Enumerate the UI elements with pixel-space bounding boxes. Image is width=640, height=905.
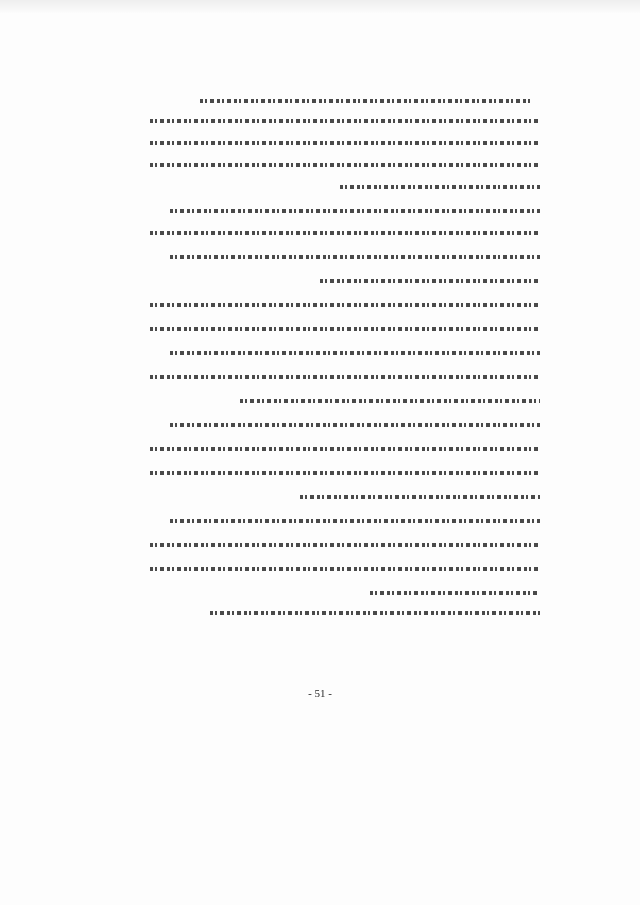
text-line bbox=[150, 184, 540, 191]
text-line bbox=[150, 494, 540, 501]
text-line bbox=[150, 326, 540, 333]
scan-edge bbox=[0, 0, 640, 14]
text-line bbox=[150, 118, 540, 125]
text-line bbox=[150, 140, 540, 147]
text-line bbox=[150, 302, 540, 309]
text-line bbox=[150, 208, 540, 215]
text-line bbox=[150, 590, 540, 597]
text-line bbox=[150, 278, 540, 285]
text-line bbox=[150, 98, 530, 105]
text-line bbox=[150, 350, 540, 357]
text-line bbox=[150, 446, 540, 453]
text-line bbox=[150, 470, 540, 477]
text-line bbox=[150, 566, 540, 573]
text-line bbox=[150, 254, 540, 261]
text-line bbox=[150, 162, 540, 169]
text-line bbox=[150, 422, 540, 429]
page-number: - 51 - bbox=[308, 688, 332, 700]
text-line bbox=[150, 398, 540, 405]
text-line bbox=[150, 542, 540, 549]
mongolian-text-block bbox=[150, 98, 540, 628]
text-line bbox=[150, 374, 540, 381]
text-line bbox=[150, 610, 540, 617]
text-line bbox=[150, 518, 540, 525]
text-line bbox=[150, 230, 540, 237]
